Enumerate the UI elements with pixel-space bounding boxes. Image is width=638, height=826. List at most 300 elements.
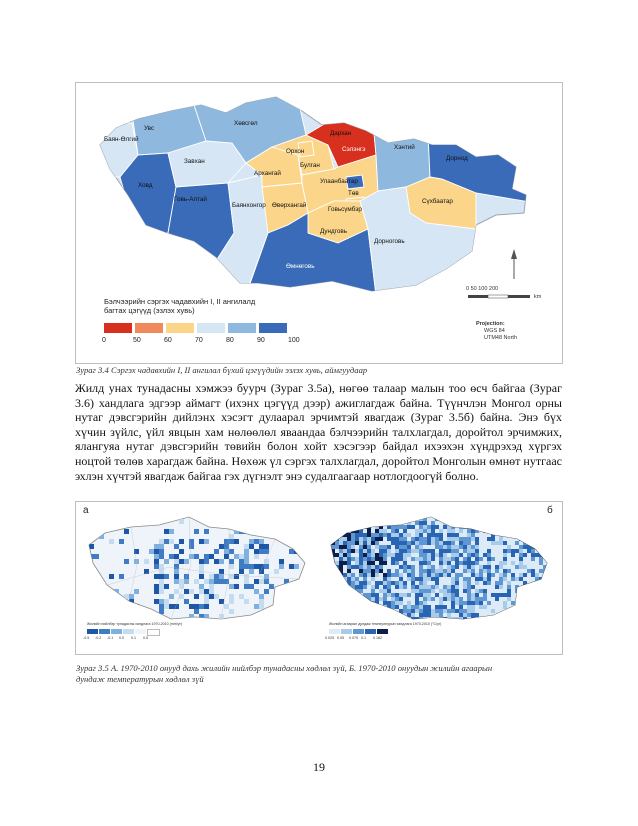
precip-cell bbox=[244, 524, 249, 529]
temp-cell bbox=[527, 533, 531, 537]
precip-cell bbox=[164, 574, 169, 579]
temp-cell bbox=[427, 557, 431, 561]
temp-cell bbox=[355, 609, 359, 613]
temp-cell bbox=[435, 549, 439, 553]
temp-cell bbox=[399, 541, 403, 545]
precip-cell bbox=[249, 564, 254, 569]
temp-cell bbox=[547, 585, 551, 589]
temp-cell bbox=[347, 569, 351, 573]
temp-cell bbox=[483, 537, 487, 541]
precip-cell bbox=[254, 604, 259, 609]
temp-cell bbox=[439, 593, 443, 597]
temp-cell bbox=[415, 525, 419, 529]
temp-cell bbox=[379, 541, 383, 545]
temp-cell bbox=[375, 597, 379, 601]
temp-cell bbox=[487, 529, 491, 533]
precip-cell bbox=[109, 614, 114, 619]
temp-cell bbox=[343, 525, 347, 529]
temp-cell bbox=[395, 581, 399, 585]
temp-cell bbox=[527, 561, 531, 565]
temp-cell bbox=[539, 521, 543, 525]
temp-cell bbox=[339, 605, 343, 609]
temp-cell bbox=[371, 521, 375, 525]
temp-cell bbox=[531, 577, 535, 581]
temp-cell bbox=[363, 581, 367, 585]
temp-cell bbox=[499, 549, 503, 553]
temp-cell bbox=[523, 577, 527, 581]
temp-cell bbox=[471, 589, 475, 593]
temp-cell bbox=[523, 521, 527, 525]
temp-cell bbox=[451, 577, 455, 581]
temp-cell bbox=[419, 521, 423, 525]
temp-cell bbox=[403, 521, 407, 525]
temp-cell bbox=[451, 529, 455, 533]
temp-cell bbox=[499, 521, 503, 525]
temp-cell bbox=[415, 557, 419, 561]
temp-cell bbox=[483, 545, 487, 549]
temp-cell bbox=[391, 617, 395, 621]
temp-cell bbox=[479, 545, 483, 549]
temp-cell bbox=[523, 537, 527, 541]
temp-cell bbox=[471, 569, 475, 573]
temp-cell bbox=[403, 561, 407, 565]
temp-cell bbox=[427, 605, 431, 609]
temp-cell bbox=[375, 581, 379, 585]
temp-cell bbox=[475, 537, 479, 541]
temp-cell bbox=[535, 545, 539, 549]
temp-cell bbox=[499, 593, 503, 597]
temp-cell bbox=[439, 605, 443, 609]
temp-cell bbox=[347, 557, 351, 561]
temp-cell bbox=[487, 569, 491, 573]
temp-cell bbox=[447, 561, 451, 565]
temp-cell bbox=[339, 569, 343, 573]
temp-cell bbox=[431, 585, 435, 589]
temp-cell bbox=[443, 581, 447, 585]
temp-cell bbox=[431, 589, 435, 593]
temp-cell bbox=[543, 601, 547, 605]
precip-cell bbox=[259, 544, 264, 549]
temp-cell bbox=[511, 521, 515, 525]
temp-cell bbox=[423, 517, 427, 521]
label-umnugovi: Өмнөговь bbox=[286, 263, 315, 270]
precip-cell bbox=[279, 534, 284, 539]
temp-cell bbox=[531, 557, 535, 561]
temp-cell bbox=[383, 541, 387, 545]
temp-cell bbox=[443, 605, 447, 609]
temp-cell bbox=[467, 617, 471, 621]
temp-cell bbox=[335, 617, 339, 621]
precip-cell bbox=[259, 564, 264, 569]
panel-b-legend-ticks bbox=[325, 636, 405, 642]
temp-cell bbox=[535, 565, 539, 569]
temp-cell bbox=[431, 605, 435, 609]
temp-cell bbox=[507, 577, 511, 581]
temp-cell bbox=[359, 573, 363, 577]
temp-cell bbox=[331, 517, 335, 521]
temp-cell bbox=[435, 565, 439, 569]
temp-cell bbox=[363, 573, 367, 577]
temp-cell bbox=[475, 517, 479, 521]
temp-cell bbox=[467, 593, 471, 597]
temp-cell bbox=[351, 537, 355, 541]
temp-cell bbox=[411, 565, 415, 569]
temp-cell bbox=[511, 549, 515, 553]
temp-cell bbox=[423, 617, 427, 621]
temp-cell bbox=[471, 561, 475, 565]
north-arrow-icon bbox=[511, 249, 517, 279]
temp-cell bbox=[495, 517, 499, 521]
precip-cell bbox=[169, 529, 174, 534]
temp-cell bbox=[463, 569, 467, 573]
temp-cell bbox=[387, 553, 391, 557]
temp-cell bbox=[503, 541, 507, 545]
temp-cell bbox=[407, 541, 411, 545]
temp-cell bbox=[351, 521, 355, 525]
temp-cell bbox=[447, 549, 451, 553]
mini-legend-tick: -0.1 bbox=[107, 636, 114, 640]
temp-cell bbox=[379, 577, 383, 581]
scale-numbers: 0 50 100 200 bbox=[466, 286, 499, 292]
temp-cell bbox=[483, 589, 487, 593]
temp-cell bbox=[527, 613, 531, 617]
temp-cell bbox=[439, 529, 443, 533]
temp-cell bbox=[375, 521, 379, 525]
precip-cell bbox=[204, 539, 209, 544]
precip-cell bbox=[119, 524, 124, 529]
temp-cell bbox=[367, 581, 371, 585]
temp-cell bbox=[459, 521, 463, 525]
legend-swatch bbox=[197, 323, 225, 333]
temp-cell bbox=[383, 609, 387, 613]
temp-cell bbox=[539, 537, 543, 541]
temp-cell bbox=[455, 573, 459, 577]
temp-cell bbox=[375, 565, 379, 569]
temp-cell bbox=[383, 593, 387, 597]
temp-cell bbox=[483, 525, 487, 529]
temp-cell bbox=[539, 597, 543, 601]
precip-cell bbox=[244, 579, 249, 584]
temp-cell bbox=[435, 533, 439, 537]
temp-cell bbox=[435, 541, 439, 545]
temp-cell bbox=[483, 549, 487, 553]
temp-cell bbox=[535, 521, 539, 525]
temp-cell bbox=[507, 557, 511, 561]
temp-cell bbox=[419, 597, 423, 601]
temp-cell bbox=[371, 609, 375, 613]
precip-cell bbox=[184, 599, 189, 604]
temp-cell bbox=[383, 521, 387, 525]
precip-cell bbox=[154, 599, 159, 604]
temp-cell bbox=[547, 597, 551, 601]
temp-cell bbox=[495, 589, 499, 593]
precip-cell bbox=[154, 544, 159, 549]
temp-cell bbox=[331, 589, 335, 593]
temp-cell bbox=[527, 589, 531, 593]
precip-cell bbox=[219, 579, 224, 584]
temp-cell bbox=[467, 529, 471, 533]
temp-cell bbox=[515, 541, 519, 545]
temp-cell bbox=[363, 593, 367, 597]
temp-cell bbox=[531, 533, 535, 537]
temp-cell bbox=[331, 565, 335, 569]
precip-cell bbox=[174, 604, 179, 609]
temp-cell bbox=[475, 577, 479, 581]
temp-cell bbox=[511, 569, 515, 573]
precip-cell bbox=[149, 549, 154, 554]
temp-cell bbox=[471, 573, 475, 577]
temp-cell bbox=[495, 557, 499, 561]
temp-cell bbox=[407, 581, 411, 585]
temp-cell bbox=[371, 597, 375, 601]
temp-cell bbox=[511, 557, 515, 561]
precip-cell bbox=[209, 594, 214, 599]
temp-cell bbox=[359, 533, 363, 537]
temp-cell bbox=[459, 529, 463, 533]
temp-cell bbox=[419, 605, 423, 609]
temp-cell bbox=[547, 605, 551, 609]
temp-cell bbox=[351, 545, 355, 549]
temp-cell bbox=[415, 545, 419, 549]
temp-cell bbox=[471, 545, 475, 549]
temp-cell bbox=[503, 565, 507, 569]
precip-cell bbox=[179, 539, 184, 544]
temp-cell bbox=[455, 561, 459, 565]
precip-cell bbox=[239, 564, 244, 569]
temp-cell bbox=[487, 537, 491, 541]
legend-title-line-1: Бэлчээрийн сэргэх чадавхийн I, II ангилалд bbox=[104, 297, 256, 306]
temp-cell bbox=[383, 569, 387, 573]
temp-cell bbox=[527, 569, 531, 573]
temp-cell bbox=[395, 605, 399, 609]
temp-cell bbox=[343, 613, 347, 617]
temp-cell bbox=[455, 533, 459, 537]
temp-cell bbox=[419, 549, 423, 553]
temp-cell bbox=[459, 561, 463, 565]
precip-cell bbox=[164, 599, 169, 604]
temp-cell bbox=[491, 569, 495, 573]
temp-cell bbox=[535, 537, 539, 541]
temp-cell bbox=[331, 609, 335, 613]
temp-cell bbox=[407, 577, 411, 581]
temp-cell bbox=[331, 593, 335, 597]
temp-cell bbox=[411, 597, 415, 601]
temp-cell bbox=[547, 561, 551, 565]
precip-cell bbox=[99, 594, 104, 599]
precip-cell bbox=[179, 559, 184, 564]
temp-cell bbox=[343, 617, 347, 621]
precip-cell bbox=[254, 579, 259, 584]
precip-cell bbox=[174, 569, 179, 574]
temp-cell bbox=[443, 577, 447, 581]
temp-cell bbox=[471, 541, 475, 545]
precip-cell bbox=[194, 529, 199, 534]
temp-cell bbox=[503, 593, 507, 597]
temp-cell bbox=[499, 617, 503, 621]
temp-cell bbox=[379, 521, 383, 525]
temp-cell bbox=[343, 557, 347, 561]
temp-cell bbox=[355, 557, 359, 561]
precip-cell bbox=[229, 594, 234, 599]
temp-cell bbox=[479, 525, 483, 529]
temp-cell bbox=[511, 541, 515, 545]
panel-b-legend-title: Жилийн агаарын дундаж температурын хандлага 1970-2010 (°C/yr) bbox=[329, 622, 442, 626]
temp-cell bbox=[539, 577, 543, 581]
temp-cell bbox=[475, 573, 479, 577]
temp-cell bbox=[371, 617, 375, 621]
temp-cell bbox=[367, 545, 371, 549]
temp-cell bbox=[383, 581, 387, 585]
temp-cell bbox=[543, 613, 547, 617]
precip-cell bbox=[204, 579, 209, 584]
temp-cell bbox=[479, 585, 483, 589]
temp-cell bbox=[407, 601, 411, 605]
temp-cell bbox=[395, 553, 399, 557]
temp-cell bbox=[487, 561, 491, 565]
temp-cell bbox=[363, 613, 367, 617]
temp-cell bbox=[431, 613, 435, 617]
temp-cell bbox=[407, 545, 411, 549]
temp-cell bbox=[479, 609, 483, 613]
temp-cell bbox=[507, 581, 511, 585]
temp-cell bbox=[491, 525, 495, 529]
precip-cell bbox=[94, 584, 99, 589]
temp-cell bbox=[379, 613, 383, 617]
temp-cell bbox=[335, 545, 339, 549]
legend-swatch bbox=[228, 323, 256, 333]
precip-cell bbox=[89, 579, 94, 584]
temp-cell bbox=[543, 573, 547, 577]
precip-cell bbox=[279, 519, 284, 524]
temp-cell bbox=[363, 569, 367, 573]
temp-cell bbox=[535, 617, 539, 621]
mini-legend-tick: 0.1 bbox=[131, 636, 136, 640]
panel-a-legend-title: Жилийн нийлбэр тунадасны хандлага 1970-2010 (mm/yr) bbox=[87, 622, 183, 626]
temp-cell bbox=[379, 537, 383, 541]
temp-cell bbox=[431, 565, 435, 569]
label-uvurkhangai: Өвөрхангай bbox=[272, 202, 307, 209]
temp-cell bbox=[415, 541, 419, 545]
temp-cell bbox=[519, 525, 523, 529]
temp-cell bbox=[523, 545, 527, 549]
temp-cell bbox=[543, 541, 547, 545]
temp-cell bbox=[527, 529, 531, 533]
temp-cell bbox=[503, 537, 507, 541]
temp-cell bbox=[383, 557, 387, 561]
temp-cell bbox=[511, 581, 515, 585]
temp-cell bbox=[443, 561, 447, 565]
temp-cell bbox=[471, 553, 475, 557]
temp-cell bbox=[431, 549, 435, 553]
temp-cell bbox=[411, 561, 415, 565]
temp-cell bbox=[499, 601, 503, 605]
temp-cell bbox=[331, 569, 335, 573]
precip-cell bbox=[89, 599, 94, 604]
temp-cell bbox=[391, 533, 395, 537]
temp-cell bbox=[459, 549, 463, 553]
temp-cell bbox=[511, 601, 515, 605]
temp-cell bbox=[355, 541, 359, 545]
temp-cell bbox=[475, 601, 479, 605]
temp-cell bbox=[363, 529, 367, 533]
temp-cell bbox=[351, 553, 355, 557]
precip-cell bbox=[244, 564, 249, 569]
temp-cell bbox=[487, 525, 491, 529]
temp-cell bbox=[355, 573, 359, 577]
temp-cell bbox=[347, 521, 351, 525]
temp-cell bbox=[359, 541, 363, 545]
temp-cell bbox=[507, 565, 511, 569]
label-khovd: Ховд bbox=[138, 182, 153, 189]
temp-cell bbox=[395, 557, 399, 561]
temp-cell bbox=[467, 613, 471, 617]
temp-cell bbox=[463, 585, 467, 589]
temp-cell bbox=[427, 609, 431, 613]
temp-cell bbox=[519, 553, 523, 557]
temp-cell bbox=[543, 589, 547, 593]
temp-cell bbox=[359, 613, 363, 617]
temp-cell bbox=[363, 585, 367, 589]
temp-cell bbox=[379, 597, 383, 601]
temp-cell bbox=[487, 581, 491, 585]
temp-cell bbox=[495, 537, 499, 541]
precip-cell bbox=[279, 609, 284, 614]
temp-cell bbox=[371, 589, 375, 593]
temp-cell bbox=[363, 553, 367, 557]
temp-cell bbox=[531, 589, 535, 593]
temp-cell bbox=[387, 581, 391, 585]
temp-cell bbox=[519, 577, 523, 581]
temp-cell bbox=[371, 529, 375, 533]
temp-cell bbox=[339, 529, 343, 533]
temp-cell bbox=[547, 593, 551, 597]
temp-cell bbox=[543, 561, 547, 565]
temp-cell bbox=[415, 561, 419, 565]
label-govi-altai: Говь-Алтай bbox=[174, 196, 207, 203]
temp-cell bbox=[491, 529, 495, 533]
temp-cell bbox=[399, 533, 403, 537]
label-bayan-ulgii: Баян-Өлгий bbox=[104, 136, 139, 143]
temp-cell bbox=[411, 541, 415, 545]
temp-cell bbox=[395, 525, 399, 529]
temp-cell bbox=[527, 605, 531, 609]
temp-cell bbox=[379, 545, 383, 549]
temp-cell bbox=[375, 569, 379, 573]
temp-cell bbox=[399, 545, 403, 549]
precip-cell bbox=[229, 609, 234, 614]
temp-cell bbox=[531, 593, 535, 597]
temp-cell bbox=[427, 593, 431, 597]
temp-cell bbox=[403, 593, 407, 597]
temp-cell bbox=[423, 605, 427, 609]
temp-cell bbox=[463, 553, 467, 557]
label-ulaanbaatar: Улаанбаатар bbox=[320, 178, 358, 185]
temp-cell bbox=[503, 601, 507, 605]
temp-cell bbox=[371, 561, 375, 565]
temp-cell bbox=[447, 593, 451, 597]
precip-cell bbox=[219, 569, 224, 574]
precip-cell bbox=[264, 579, 269, 584]
temp-cell bbox=[523, 569, 527, 573]
temp-cell bbox=[523, 597, 527, 601]
temp-cell bbox=[483, 557, 487, 561]
temp-cell bbox=[403, 569, 407, 573]
temp-cell bbox=[363, 577, 367, 581]
temp-cell bbox=[507, 561, 511, 565]
temp-cell bbox=[387, 529, 391, 533]
temp-cell bbox=[471, 565, 475, 569]
temp-cell bbox=[451, 593, 455, 597]
